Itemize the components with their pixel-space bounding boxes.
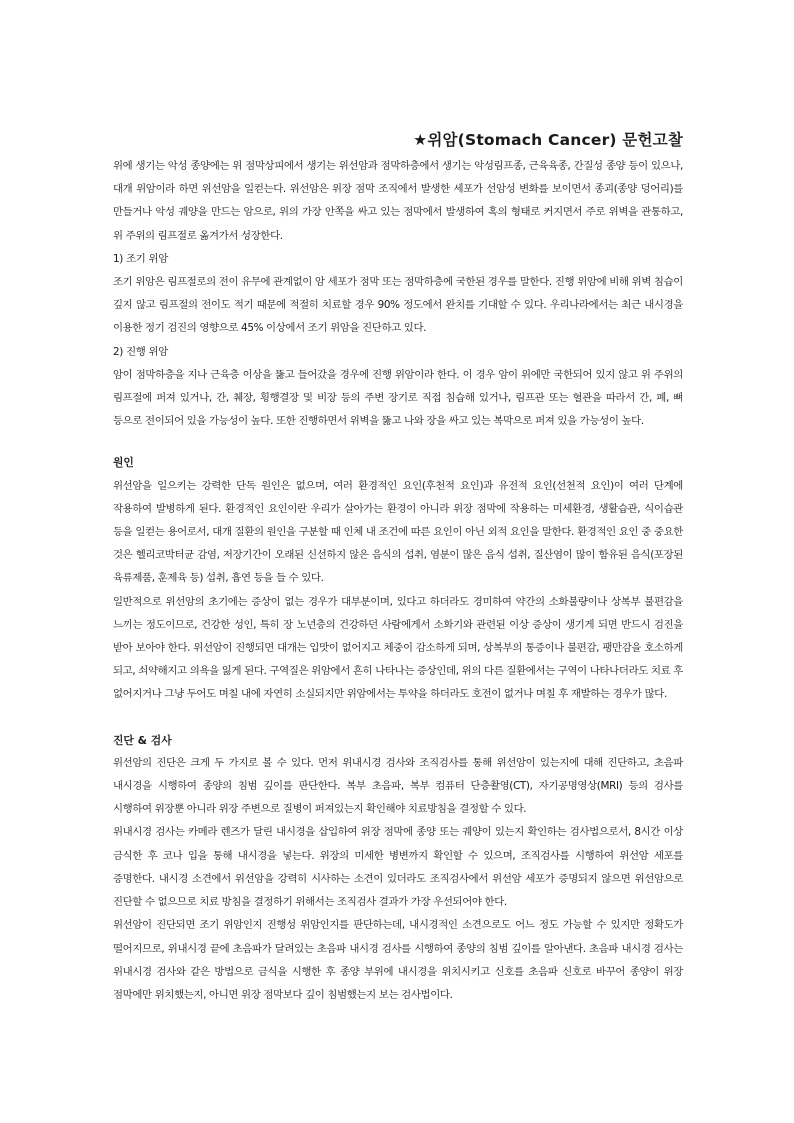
document-page [113, 128, 683, 1007]
advanced-cancer-heading: 2) 진행 위암 [113, 345, 169, 358]
intro-paragraph: 위에 생기는 악성 종양에는 위 점막상피에서 생기는 위선암과 점막하층에서 생기는 악성림프종, 근육육종, 간질성 종양 등이 있으나, 대개 위암이라 하면 위선암을 일컫는다. 위선암은 위장 점막 조직에서 발생한 세포가 선암성 변화를 보이면서 종괴(종양 덩어리)를 만들거나 악성 궤양을 만드는 암으로, 위의 가장 안쪽을 싸고 있는 점막에서 발생하여 혹의 형태로 커지면서 주로 위벽을 관통하고, 위 주위의 림프절로 옮겨가서 성장한다. [113, 160, 683, 242]
diagnosis-paragraph-3: 위선암이 진단되면 조기 위암인지 진행성 위암인지를 판단하는데, 내시경적인 소견으로도 어느 정도 가능할 수 있지만 정확도가 떨어지므로, 위내시경 끝에 초음파가 달려있는 초음파 내시경 검사를 시행하여 종양의 침범 깊이를 알아낸다. 초음파 내시경 검사는 위내시경 검사와 같은 방법으로 금식을 시행한 후 종양 부위에 내시경을 위치시키고 신호를 초음파 신호로 바꾸어 종양이 위장 점막에만 위치했는지, 아니면 위장 점막보다 깊이 침범했는지 보는 검사법이다. [113, 919, 683, 1001]
cause-paragraph-2: 일반적으로 위선암의 초기에는 증상이 없는 경우가 대부분이며, 있다고 하더라도 경미하여 약간의 소화불량이나 상복부 불편감을 느끼는 정도이므로, 건강한 성인, 특히 장 노년층의 건강하던 사람에게서 소화기와 관련된 이상 증상이 생기게 되면 반드시 검진을 받아 보아야 한다. 위선암이 진행되면 대개는 입맛이 없어지고 체중이 감소하게 되며, 상복부의 통증이나 불편감, 팽만감을 호소하게 되고, 쇠약해지고 의욕을 잃게 된다. 구역질은 위암에서 흔히 나타나는 증상인데, 위의 다른 질환에서는 구역이 나타나더라도 치료 후 없어지거나 그냥 두어도 며칠 내에 자연히 소실되지만 위암에서는 투약을 하더라도 호전이 없거나 며칠 후 재발하는 경우가 많다. [113, 595, 683, 701]
section-spacer [113, 433, 683, 451]
diagnosis-paragraph-1: 위선암의 진단은 크게 두 가지로 볼 수 있다. 먼저 위내시경 검사와 조직검사를 통해 위선암이 있는지에 대해 진단하고, 초음파 내시경을 시행하여 종양의 침범 깊이를 판단한다. 복부 초음파, 복부 컴퓨터 단층촬영(CT), 자기공명영상(MRI) 등의 검사를 시행하여 위장뿐 아니라 위장 주변으로 질병이 퍼져있는지 확인해야 치료방침을 결정할 수 있다. [113, 756, 683, 816]
early-cancer-heading: 1) 조기 위암 [113, 252, 169, 265]
cause-paragraph-1: 위선암을 일으키는 강력한 단독 원인은 없으며, 여러 환경적인 요인(후천적 요인)과 유전적 요인(선천적 요인)이 여러 단계에 작용하여 발병하게 된다. 환경적인 요인이란 우리가 살아가는 환경이 아니라 위장 점막에 작용하는 미세환경, 생활습관, 식이습관 등을 일컫는 용어로서, 대개 질환의 원인을 구분할 때 인체 내 조건에 따른 요인이 아닌 외적 요인을 말한다. 환경적인 요인 중 중요한 것은 헬리코박터균 감염, 저장기간이 오래된 신선하지 않은 음식의 섭취, 염분이 많은 음식 섭취, 질산염이 많이 함유된 음식(포장된 육류제품, 훈제육 등) 섭취, 흡연 등을 들 수 있다. [113, 479, 683, 585]
cause-heading: 원인 [113, 456, 134, 470]
document-title: ★위암(Stomach Cancer) 문헌고찰 [413, 131, 683, 149]
advanced-cancer-paragraph: 암이 점막하층을 지나 근육층 이상을 뚫고 들어갔을 경우에 진행 위암이라 한다. 이 경우 암이 위에만 국한되어 있지 않고 위 주위의 림프절에 퍼져 있거나, 간, 췌장, 횡행결장 및 비장 등의 주변 장기로 직접 침습해 있거나, 림프관 또는 혈관을 따라서 간, 폐, 뼈 등으로 전이되어 있을 가능성이 높다. 또한 진행하면서 위벽을 뚫고 나와 장을 싸고 있는 복막으로 퍼져 있을 가능성이 높다. [113, 368, 683, 428]
diagnosis-paragraph-2: 위내시경 검사는 카메라 렌즈가 달린 내시경을 삽입하여 위장 점막에 종양 또는 궤양이 있는지 확인하는 검사법으로서, 8시간 이상 금식한 후 코나 입을 통해 내시경을 넣는다. 위장의 미세한 병변까지 확인할 수 있으며, 조직검사를 시행하여 위선암 세포를 증명한다. 내시경 소견에서 위선암을 강력히 시사하는 소견이 있더라도 조직검사에서 위선암 세포가 증명되지 않으면 위선암으로 진단할 수 없으므로 치료 방침을 결정하기 위해서는 조직검사 결과가 가장 우선되어야 한다. [113, 826, 683, 909]
early-cancer-paragraph: 조기 위암은 림프절로의 전이 유무에 관계없이 암 세포가 점막 또는 점막하층에 국한된 경우를 말한다. 진행 위암에 비해 위벽 침습이 깊지 않고 림프절의 전이도 적기 때문에 적절히 치료할 경우 90% 정도에서 완치를 기대할 수 있다. 우리나라에서는 최근 내시경을 이용한 정기 검진의 영향으로 45% 이상에서 조기 위암을 진단하고 있다. [113, 276, 683, 335]
diagnosis-heading: 진단 & 검사 [113, 733, 172, 747]
section-spacer [113, 707, 683, 729]
